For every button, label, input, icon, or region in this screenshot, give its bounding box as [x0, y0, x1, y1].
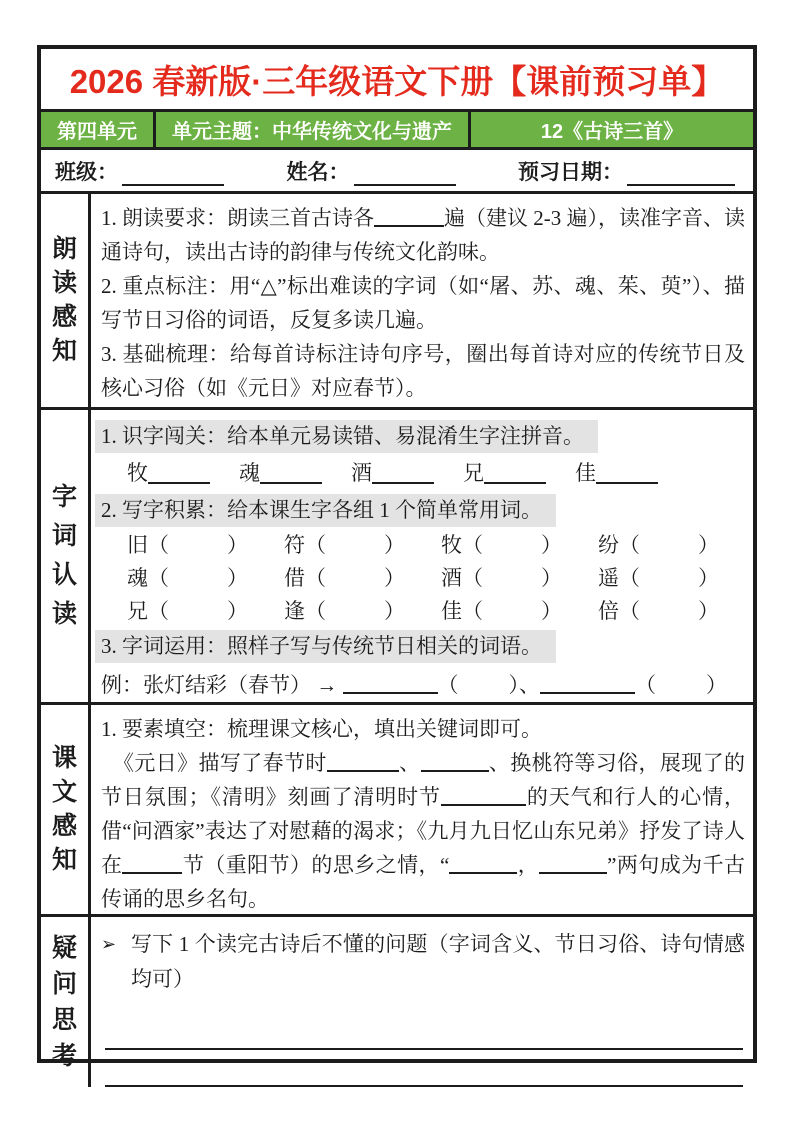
section-label-char: 知	[51, 337, 77, 365]
word-grid-cell	[284, 562, 441, 592]
word-write-space	[483, 604, 541, 618]
item-heading-highlight	[95, 630, 556, 663]
fill-in-blank	[449, 854, 517, 874]
text-run: 2. 写字积累：给本课生字各组 1 个简单常用词。	[101, 498, 542, 522]
text-run: ）	[706, 672, 727, 697]
word-write-space	[640, 538, 698, 552]
exercise-char: 遥	[598, 565, 619, 590]
paragraph	[101, 712, 745, 746]
section-label-char: 读	[51, 269, 77, 297]
section-label	[41, 705, 91, 914]
exercise-char: 纷	[598, 532, 619, 557]
pinyin-item	[463, 462, 546, 484]
fill-in-blank	[441, 786, 526, 806]
section-label-char: 考	[51, 1041, 77, 1070]
paren-open: （	[462, 565, 483, 590]
word-write-space	[483, 571, 541, 585]
paren-open: （	[148, 565, 169, 590]
section-label-char: 感	[51, 303, 77, 331]
paren-open: （	[305, 565, 326, 590]
text-run: 、	[398, 751, 421, 775]
class-write-blank	[122, 162, 224, 186]
section-label-char: 感	[51, 812, 77, 840]
name-field	[287, 156, 456, 186]
text-run: ）、	[508, 672, 540, 697]
word-grid-cell	[598, 562, 753, 592]
section-label-char: 课	[51, 744, 77, 772]
text-run: （	[635, 672, 656, 697]
paren-write-space	[656, 678, 706, 692]
word-grid-cell	[598, 595, 753, 625]
word-write-space	[169, 538, 227, 552]
arrow-bullet-icon: ➢	[101, 934, 117, 955]
pinyin-item	[575, 462, 658, 484]
page-title: 2026 春新版·三年级语文下册【课前预习单】	[69, 62, 725, 100]
text-run: 2. 重点标注：用“△”标出难读的字词（如“屠、苏、魂、茱、萸”）、描写节日习俗的词语，反复多读几遍。	[101, 274, 745, 332]
paren-close: ）	[227, 565, 248, 590]
word-write-space	[169, 571, 227, 585]
section-label-char: 思	[51, 1005, 77, 1034]
paren-close: ）	[698, 599, 719, 624]
word-grid-cell	[441, 595, 598, 625]
section-label-char: 词	[51, 522, 77, 550]
fill-in-blank	[122, 854, 182, 874]
paren-close: ）	[541, 565, 562, 590]
paragraph	[101, 337, 745, 405]
paren-open: （	[305, 599, 326, 624]
paren-close: ）	[384, 532, 405, 557]
exercise-char: 兄	[127, 599, 148, 624]
exercise-char: 借	[284, 565, 305, 590]
lesson-title: 12《古诗三首》	[540, 121, 684, 143]
word-grid-cell	[284, 529, 441, 559]
exercise-char: 佳	[441, 599, 462, 624]
word-write-space	[483, 538, 541, 552]
fill-in-blank	[421, 752, 489, 772]
word-grid-cell	[441, 562, 598, 592]
exercise-char: 魂	[239, 461, 260, 485]
name-label: 姓名：	[286, 160, 350, 184]
paren-open: （	[148, 599, 169, 624]
paren-close: ）	[227, 532, 248, 557]
text-run: ，	[517, 853, 540, 877]
class-label: 班级：	[55, 160, 118, 184]
pinyin-item	[351, 462, 434, 484]
fill-in-blank	[374, 207, 444, 227]
paren-write-space	[459, 678, 509, 692]
section-content	[91, 917, 753, 1087]
paren-close: ）	[227, 599, 248, 624]
exercise-char: 倍	[598, 599, 619, 624]
word-write-space	[169, 604, 227, 618]
worksheet-frame	[37, 45, 757, 1070]
paren-open: （	[619, 565, 640, 590]
section-label-char: 朗	[51, 235, 77, 263]
exercise-char: 符	[284, 532, 305, 557]
section-content	[91, 705, 753, 914]
student-info-row	[41, 150, 753, 191]
word-grid-cell	[441, 529, 598, 559]
word-write-space	[640, 604, 698, 618]
fill-in-blank	[327, 752, 399, 772]
text-run: 1. 识字闯关：给本单元易读错、易混淆生字注拼音。	[101, 424, 584, 448]
pinyin-blank	[484, 462, 546, 484]
word-write-space	[326, 571, 384, 585]
paren-open: （	[305, 532, 326, 557]
section-label-char: 疑	[51, 933, 77, 962]
exercise-char: 酒	[351, 461, 372, 485]
section-label-char: 读	[51, 600, 77, 628]
paragraph	[101, 668, 745, 702]
section-content	[91, 410, 753, 702]
text-run: 的天气和行人的心情，借“问酒家”表达了对慰藉的渴求；《九月九日忆山东兄弟》抒发了诗人在	[101, 785, 746, 877]
exercise-char: 佳	[575, 461, 596, 485]
section-label-char: 问	[51, 969, 77, 998]
paren-close: ）	[384, 599, 405, 624]
text-run: ”两句成为千古传诵的思乡名句。	[101, 853, 746, 911]
name-write-blank	[354, 162, 456, 186]
exercise-char: 牧	[127, 461, 148, 485]
text-run: 3. 基础梳理：给每首诗标注诗句序号，圈出每首诗对应的传统节日及核心习俗（如《元日》对应春节）。	[101, 342, 745, 400]
exercise-char: 牧	[441, 532, 462, 557]
answer-line	[105, 1050, 743, 1087]
unit-header-row	[41, 109, 753, 150]
text-run: 、换桃符等习俗，展现了的节日氛围；《清明》刻画了清明时节	[101, 751, 745, 809]
pinyin-item	[239, 462, 322, 484]
word-grid-cell	[284, 595, 441, 625]
section-label	[41, 194, 91, 407]
paren-close: ）	[541, 599, 562, 624]
section-langdu	[41, 191, 753, 407]
word-write-space	[326, 604, 384, 618]
section-content	[91, 194, 753, 407]
word-grid-row	[101, 560, 745, 593]
word-grid-row	[101, 527, 745, 560]
answer-line	[105, 1013, 743, 1050]
unit-theme: 单元主题：中华传统文化与遗产	[153, 112, 471, 147]
text-run: 1. 要素填空：梳理课文核心，填出关键词即可。	[101, 717, 542, 741]
exercise-char: 酒	[441, 565, 462, 590]
section-yiwen	[41, 914, 753, 1087]
question-prompt	[101, 924, 745, 997]
section-label-char: 知	[51, 846, 77, 874]
word-grid-row	[101, 594, 745, 627]
paren-open: （	[148, 532, 169, 557]
exercise-char: 兄	[463, 461, 484, 485]
prompt-text	[131, 927, 745, 997]
exercise-char: 旧	[127, 532, 148, 557]
paragraph	[101, 629, 745, 663]
date-label: 预习日期：	[518, 160, 623, 184]
paren-open: （	[462, 532, 483, 557]
item-heading-highlight	[95, 420, 598, 453]
pinyin-blank	[260, 462, 322, 484]
paren-close: ）	[698, 532, 719, 557]
text-run: 《元日》描写了春节时	[113, 751, 327, 775]
text-run: 节（重阳节）的思乡之情，“	[182, 853, 450, 877]
paragraph	[101, 269, 745, 337]
fill-in-blank	[540, 674, 635, 694]
pinyin-blank	[596, 462, 658, 484]
item-heading-highlight	[95, 494, 556, 527]
exercise-char: 逢	[284, 599, 305, 624]
pinyin-blank	[148, 462, 210, 484]
date-write-blank	[627, 162, 735, 186]
paren-close: ）	[698, 565, 719, 590]
exercise-char: 魂	[127, 565, 148, 590]
paragraph	[101, 493, 745, 527]
word-grid-cell	[127, 529, 284, 559]
word-grid-cell	[598, 529, 753, 559]
paren-open: （	[619, 532, 640, 557]
word-grid-cell	[127, 595, 284, 625]
section-zici	[41, 407, 753, 702]
paragraph	[101, 201, 745, 269]
date-field	[518, 156, 735, 186]
text-run: （	[437, 672, 459, 697]
paragraph	[101, 746, 745, 914]
pinyin-exercise-row	[101, 453, 745, 491]
paragraph	[101, 419, 745, 453]
text-run: 遍（建议 2-3 遍），读准字音、读通诗句，读出古诗的韵律与传统文化韵味。	[101, 206, 745, 264]
text-run: 写下 1 个读完古诗后不懂的问题（字词含义、节日习俗、诗句情感均可）	[131, 932, 745, 991]
word-write-space	[326, 538, 384, 552]
section-label-char: 文	[51, 778, 77, 806]
unit-number: 第四单元	[57, 121, 137, 143]
fill-in-blank	[343, 674, 438, 694]
class-field	[55, 156, 224, 186]
pinyin-blank	[372, 462, 434, 484]
section-label-char: 认	[51, 561, 77, 589]
fill-in-blank	[539, 854, 607, 874]
sections	[41, 191, 753, 1087]
word-grid-cell	[127, 562, 284, 592]
section-kewen	[41, 702, 753, 914]
pinyin-item	[127, 462, 210, 484]
paren-open: （	[462, 599, 483, 624]
paren-close: ）	[384, 565, 405, 590]
section-label	[41, 410, 91, 702]
text-run: 3. 字词运用：照样子写与传统节日相关的词语。	[101, 633, 542, 658]
word-write-space	[640, 571, 698, 585]
text-run: 1. 朗读要求：朗读三首古诗各	[101, 206, 374, 230]
paren-close: ）	[541, 532, 562, 557]
paren-open: （	[619, 599, 640, 624]
text-run: 例：张灯结彩（春节） →	[101, 672, 343, 697]
section-label-char: 字	[51, 483, 77, 511]
section-label	[41, 917, 91, 1087]
